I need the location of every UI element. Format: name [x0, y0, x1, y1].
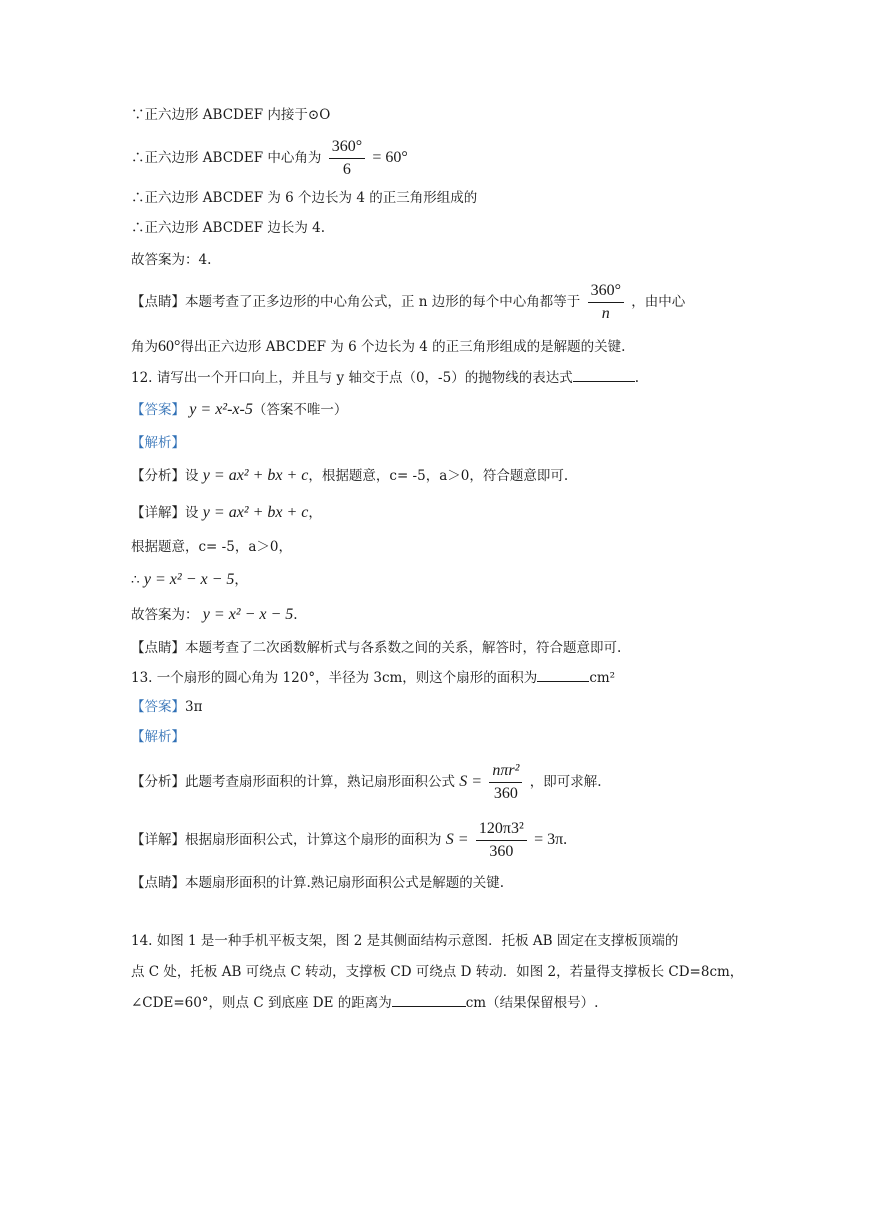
fraction: [489, 762, 522, 803]
text-segment: 【分析】此题考查扇形面积的计算，熟记扇形面积公式: [131, 774, 455, 790]
math-expression: S =: [445, 831, 469, 848]
text-line-with-fraction: [131, 138, 408, 179]
fraction-numerator: 360°: [588, 282, 624, 303]
analysis-tag: 【解析】: [131, 435, 185, 451]
text-segment: 得出正六边形 ABCDEF 为 6 个边长为 4 的正三角形组成的是解题的关键.: [180, 339, 626, 355]
text-segment: ∴: [131, 572, 140, 588]
question-13: [131, 668, 615, 688]
answer-line: [131, 400, 347, 420]
analysis-tag: 【解析】: [131, 729, 185, 745]
text-segment: 【点睛】本题考查了正多边形的中心角公式，正 n 边形的每个中心角都等于: [131, 294, 581, 310]
text-segment: （答案不唯一）: [252, 402, 348, 418]
text-line: ∵正六边形 ABCDEF 内接于⊙O: [131, 107, 331, 123]
text-segment: ∴正六边形 ABCDEF 中心角为: [131, 150, 322, 166]
answer-blank: [537, 669, 589, 682]
fraction-denominator: 360: [489, 843, 514, 860]
fraction-numerator: 120π3²: [476, 820, 527, 841]
text-line: [131, 337, 625, 357]
question-14-line-3: [131, 993, 598, 1013]
answer-value: 3π: [185, 699, 203, 715]
text-segment: 【详解】设: [131, 505, 199, 521]
text-segment: ，: [234, 572, 248, 588]
fraction: [329, 138, 365, 179]
text-segment: ，根据题意，c= -5，a＞0，符合题意即可.: [308, 468, 569, 484]
math-expression: y = x² − x − 5: [202, 606, 294, 623]
text-line-with-fraction: [131, 282, 685, 323]
text-line: 故答案为：4.: [131, 252, 212, 268]
text-line: [131, 503, 322, 523]
question-12: [131, 368, 639, 388]
fraction-numerator: nπr²: [489, 762, 522, 783]
text-line-with-fraction: [131, 820, 567, 861]
text-line: 【点睛】本题考查了二次函数解析式与各系数之间的关系，解答时，符合题意即可.: [131, 640, 622, 656]
math-expression: y = ax² + bx + c: [202, 467, 309, 484]
text-segment: 【详解】根据扇形面积公式，计算这个扇形的面积为: [131, 832, 442, 848]
math-expression: y = x² − x − 5: [143, 571, 235, 588]
text-segment: ，由中心: [631, 294, 686, 310]
text-line: ∴正六边形 ABCDEF 边长为 4.: [131, 220, 326, 236]
math-expression: y = ax² + bx + c: [202, 504, 309, 521]
math-expression: y = x²-x-5: [189, 401, 253, 418]
question-text: ∠CDE=60°，则点 C 到底座 DE 的距离为: [131, 995, 392, 1011]
fraction-denominator: n: [601, 305, 610, 322]
text-line: [131, 466, 568, 486]
question-text: 12. 请写出一个开口向上，并且与 y 轴交于点（0，-5）的抛物线的表达式: [131, 370, 573, 386]
text-line: 根据题意，c= -5，a＞0，: [131, 539, 292, 555]
text-line-with-fraction: [131, 762, 602, 803]
math-expression: 60°: [158, 338, 181, 355]
text-segment: .: [634, 370, 640, 386]
text-line: 【点睛】本题扇形面积的计算.熟记扇形面积公式是解题的关键.: [131, 875, 505, 891]
answer-blank: [392, 994, 466, 1007]
math-expression: = 3π.: [534, 831, 568, 848]
fraction-denominator: 360: [493, 785, 518, 802]
question-14-line-1: 14. 如图 1 是一种手机平板支架，图 2 是其侧面结构示意图．托板 AB 固定在支撑板顶端的: [131, 933, 679, 949]
text-segment: cm（结果保留根号）.: [465, 995, 599, 1011]
math-expression: S =: [459, 773, 483, 790]
fraction-numerator: 360°: [329, 138, 365, 159]
question-14-line-2: 点 C 处，托板 AB 可绕点 C 转动，支撑板 CD 可绕点 D 转动．如图 2，若量得支撑板长 CD=8cm，: [131, 964, 744, 980]
text-line: ∴正六边形 ABCDEF 为 6 个边长为 4 的正三角形组成的: [131, 190, 478, 206]
text-segment: .: [293, 607, 298, 623]
text-segment: 【分析】设: [131, 468, 199, 484]
unit-label: cm²: [589, 670, 616, 686]
text-segment: ，即可求解.: [529, 774, 602, 790]
text-line: [131, 605, 298, 625]
answer-tag: 【答案】: [131, 699, 185, 715]
text-segment: ，: [308, 505, 322, 521]
math-expression: = 60°: [372, 149, 408, 166]
answer-line: [131, 697, 202, 717]
text-segment: 角为: [131, 339, 158, 355]
text-segment: 故答案为：: [131, 607, 199, 623]
fraction-denominator: 6: [342, 161, 351, 178]
fraction: [588, 282, 624, 323]
text-line: [131, 570, 248, 590]
answer-blank: [573, 369, 635, 382]
fraction: [476, 820, 527, 861]
question-text: 13. 一个扇形的圆心角为 120°，半径为 3cm，则这个扇形的面积为: [131, 670, 538, 686]
answer-tag: 【答案】: [131, 402, 185, 418]
